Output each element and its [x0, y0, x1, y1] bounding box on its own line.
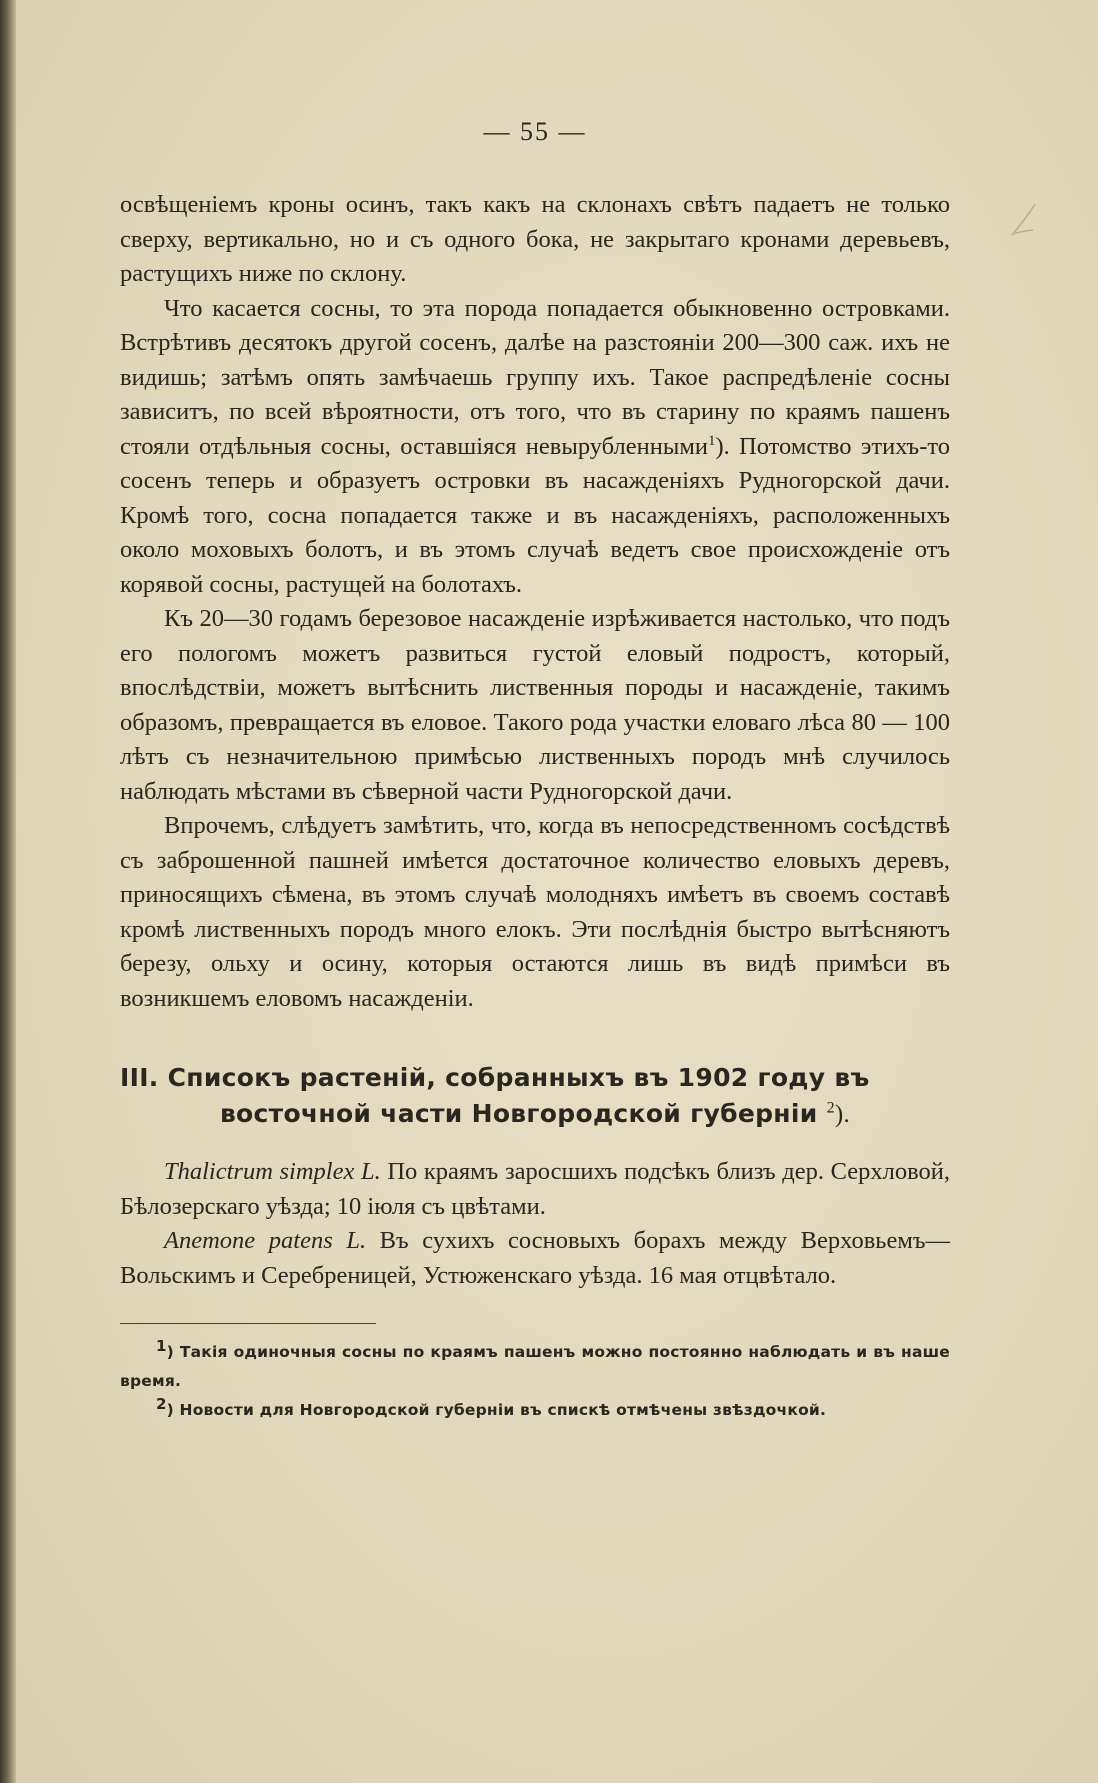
- section-heading-line-1: III. Списокъ растеній, собранныхъ въ 1902 году въ: [120, 1063, 870, 1092]
- species-entry-thalictrum: [120, 1155, 950, 1224]
- footnote-1-mark: 1: [156, 1336, 167, 1355]
- species-entry-anemone: [120, 1224, 950, 1293]
- page-number: — 55 —: [483, 117, 587, 146]
- pencil-mark-icon: [1005, 200, 1045, 240]
- paragraph-2-tail: ). Потомство этихъ-то сосенъ теперь и образуетъ островки въ насажденіяхъ Рудногорской дачи. Кромѣ того, сосна попадается также и въ насажденіяхъ, расположенныхъ около моховыхъ болотъ, и въ этомъ случаѣ ведетъ свое происхожденіе отъ корявой сосны, растущей на болотахъ.: [120, 432, 950, 598]
- footnote-2-mark: 2: [156, 1394, 167, 1413]
- footnote-ref-2: 2: [826, 1099, 835, 1117]
- species-description: Въ сухихъ сосновыхъ борахъ между Верховьемъ—Вольскимъ и Серебреницей, Устюженскаго уѣзда. 16 мая отцвѣтало.: [120, 1227, 950, 1289]
- section-heading-line-2-text: восточной части Новгородской губерніи: [219, 1099, 818, 1128]
- species-name: Thalictrum simplex L.: [164, 1158, 381, 1185]
- paragraph-2-body: Что касается сосны, то эта порода попадается обыкновенно островками. Встрѣтивъ десятокъ другой сосенъ, далѣе на разстояніи 200—300 саж. ихъ не видишь; затѣмъ опять замѣчаешь группу ихъ. Такое распредѣленіе сосны зависитъ, по всей вѣроятности, отъ того, что въ старину по краямъ пашенъ стояли отдѣльныя сосны, оставшіяся невырубленными: [120, 294, 950, 460]
- footnote-1: [120, 1338, 950, 1396]
- footnote-2-text: ) Новости для Новгородской губерніи въ спискѣ отмѣчены звѣздочкой.: [166, 1401, 827, 1419]
- page-binding-edge: [0, 0, 16, 1783]
- section-heading: [120, 1060, 950, 1133]
- footnote-2: [120, 1396, 950, 1425]
- paragraph-2: [120, 292, 950, 603]
- footnote-divider: [120, 1323, 376, 1324]
- page-content: [120, 112, 950, 1425]
- footnote-ref-1: 1: [707, 432, 716, 449]
- species-description: По краямъ заросшихъ подсѣкъ близъ дер. Серхловой, Бѣлозерскаго уѣзда; 10 іюля съ цвѣтами.: [120, 1158, 950, 1220]
- paragraph-1: освѣщеніемъ кроны осинъ, такъ какъ на склонахъ свѣтъ падаетъ не только сверху, вертикально, но и съ одного бока, не закрытаго кронами деревьевъ, растущихъ ниже по склону.: [120, 191, 950, 287]
- footnote-1-text: ) Такія одиночныя сосны по краямъ пашенъ можно постоянно наблюдать и въ наше время.: [120, 1343, 950, 1390]
- species-name: Anemone patens L.: [164, 1227, 367, 1254]
- paragraph-4: Впрочемъ, слѣдуетъ замѣтить, что, когда въ непосредственномъ сосѣдствѣ съ заброшенной пашней имѣется достаточное количество еловыхъ деревъ, приносящихъ сѣмена, въ этомъ случаѣ молодняхъ имѣетъ въ своемъ составѣ кромѣ лиственныхъ породъ много елокъ. Эти послѣднія быстро вытѣсняютъ березу, ольху и осину, которыя остаются лишь въ видѣ примѣси въ возникшемъ еловомъ насажденіи.: [120, 812, 950, 1012]
- footnote-ref-2-close: ).: [834, 1101, 851, 1128]
- section-heading-line-2: [120, 1096, 950, 1133]
- paragraph-3: Къ 20—30 годамъ березовое насажденіе изрѣживается настолько, что подъ его пологомъ можетъ развиться густой еловый подростъ, который, впослѣдствіи, можетъ вытѣснить лиственныя породы и насажденіе, такимъ образомъ, превращается въ еловое. Такого рода участки еловаго лѣса 80 — 100 лѣтъ съ незначительною примѣсью лиственныхъ породъ мнѣ случилось наблюдать мѣстами въ сѣверной части Рудногорской дачи.: [120, 605, 950, 805]
